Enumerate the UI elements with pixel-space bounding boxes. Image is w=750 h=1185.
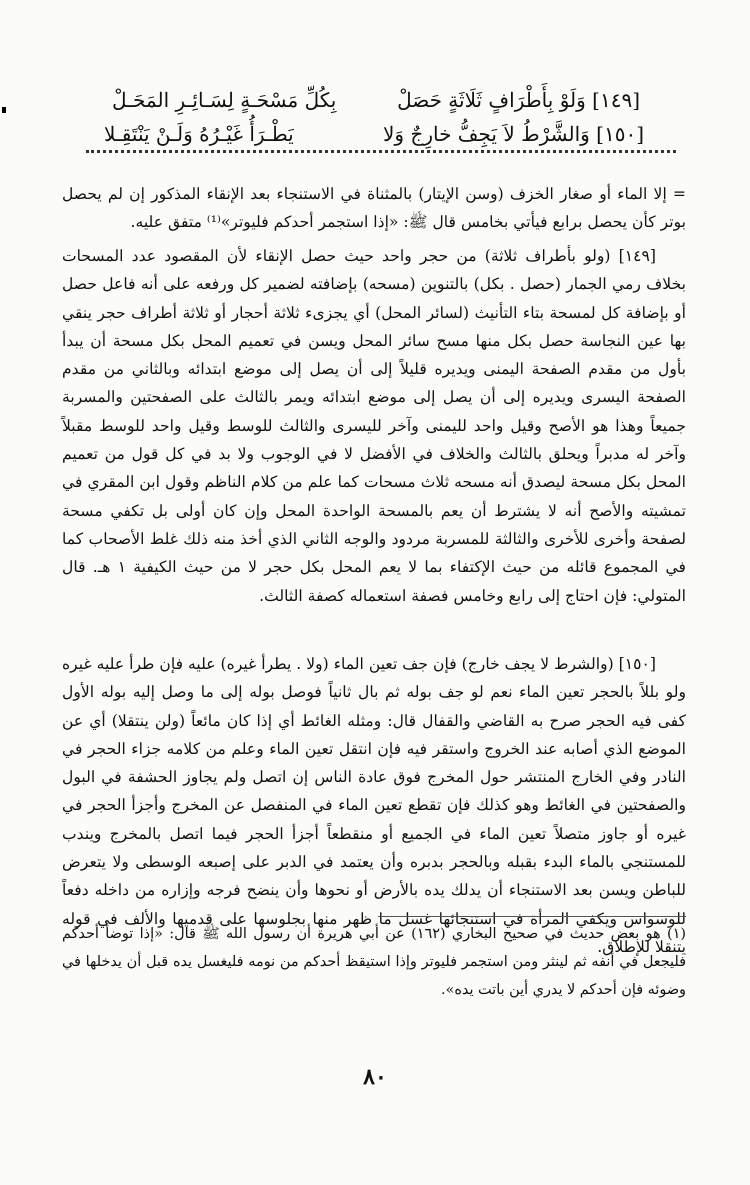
verse-150-first-hemistich: [١٥٠] وَالشَّرْطُ لاَ يَجِفُّ خارِجٌ وَلا xyxy=(383,122,644,146)
verse-149 xyxy=(112,88,640,112)
verse-150-second-hemistich: يَطْـرَأُ غَيْـرُهُ وَلَـنْ يَنْتَقِـلا xyxy=(104,122,294,146)
footnote-text: (١) هو بعض حديث في صحيح البخاري (١٦٢) عن أبي هريرة أن رسول الله ﷺ قال: «إذا توضأ أحدكم فليجعل في أنفه ثم لينثر ومن استجمر فليوتر وإذا استيقظ أحدكم من نومه فليغسل يده قبل أن يدخلها في وضوئه فإن أحدكم لا يدري أين باتت يده». xyxy=(62,926,686,998)
page-number: ٨٠ xyxy=(363,1064,387,1090)
verse-149-second-hemistich: بِكُلِّ مَسْحَـةٍ لِسَـائِـرِ المَحَـلْ xyxy=(112,88,337,112)
verse-149-first-hemistich: [١٤٩] وَلَوْ بِأَطْرَافٍ ثَلَاثَةٍ حَصَلْ xyxy=(397,88,640,112)
verse-150 xyxy=(104,122,644,146)
intro-text: = إلا الماء أو صغار الخزف (وسن الإيتار) بالمثناة في الاستنجاء بعد الإنقاء المذكور إن لم يحصل بوتر كأن يحصل برابع فيأتي بخامس قال ﷺ: «إذا استجمر أحدكم فليوتر»⁽¹⁾ متفق عليه. xyxy=(62,185,686,232)
commentary-149 xyxy=(62,242,686,610)
commentary-intro xyxy=(62,180,686,237)
commentary-150 xyxy=(62,650,686,961)
dotted-separator xyxy=(86,150,676,153)
footnote-rule xyxy=(378,916,686,917)
footnote xyxy=(62,920,686,1004)
commentary-150-text: [١٥٠] (والشرط لا يجف خارج) فإن جف تعين الماء (ولا . يطرأ غيره) عليه فإن طرأ عليه غيره ولو بللاً بالحجر تعين الماء نعم لو جف بوله ثم بال ثانياً فوصل بوله إلى ما وصل إليه بوله الأول كفى فيه الحجر صرح به القاضي والقفال قال: ومثله الغائط أي إذا كان مائعاً (ولن ينتقلا) أي عن الموضع الذي أصابه عند الخروج واستقر فيه فإن انتقل تعين الماء وعلم من كلامه جزاء الحجر في النادر وفي الخارج المنتشر حول المخرج فوق عادة الناس إن اتصل ولم يجاوز الحشفة في البول والصفحتين في الغائط وهو كذلك فإن تقطع تعين الماء في المنفصل عن المخرج وأجزأ الحجر في غيره أو جاوز متصلاً تعين الماء في الجميع أو منقطعاً أجزأ الحجر فيما اتصل بالمخرج ويندب للمستنجي بالماء البدء بقبله وبالحجر بدبره وأن يعتمد في الدبر على إصبعه الوسطى ولا يتعرض للباطن ويسن بعد الاستنجاء أن يدلك يده بالأرض أو نحوها وأن ينضح فرجه وإزاره من داخله دفعاً للوسواس ويكفي المرأة في استنجائها غسل ما ظهر منها بجلوسها على قدميها والألف في قوله يتنقلا للإطلاق. xyxy=(62,655,686,956)
margin-mark xyxy=(2,107,6,113)
commentary-149-text: [١٤٩] (ولو بأطراف ثلاثة) من حجر واحد حيث حصل الإنقاء لأن المقصود عدد المسحات بخلاف رمي الجمار (حصل . بكل) بالتنوين (مسحه) بإضافته لضمير كل ورفعه على أنه فاعل حصل أو بإضافة كل لمسحة بتاء التأنيث (لسائر المحل) أي يجزىء ثلاثة أحجار أو ثلاثة أطراف حجر ينقي بها عين النجاسة حصل بكل منها مسح سائر المحل ويسن في تعميم المحل بكل مسحة أن يبدأ بأول من مقدم الصفحة اليمنى ويديره قليلاً إلى أن يصل إلى موضع ابتدائه وبالثاني من مقدم الصفحة اليسرى ويديره إلى أن يصل إلى موضع ابتدائه ويمر بالثالث على الصفحتين والمسربة جميعاً وهذا هو الأصح وقيل واحد لليمنى وآخر لليسرى والثالث للوسط وقيل واحد للوسط مقبلاً وآخر له مدبراً ويحلق بالثالث والخلاف في الأفضل لا في الوجوب ولا بد في كل قول من تعميم المحل بكل مسحة ليصدق أنه مسحه ثلاث مسحات كما علم من كلام الناظم وقول ابن المقري في تمشيته والأصح أنه لا يشترط أن يعم بالمسحة الواحدة المحل وإن كان أولى بل تكفي مسحة لصفحة وأخرى للأخرى والثالثة للمسربة مردود والوجه الثاني الذي أخذ منه ذلك غلط الأصحاب كما في المجموع قائله من حيث الإكتفاء بما لا يعم المحل بكل حجر لا من حيث الكيفية ١ هـ. قال المتولي: فإن احتاج إلى رابع وخامس فصفة استعماله كصفة الثالث. xyxy=(62,247,686,605)
